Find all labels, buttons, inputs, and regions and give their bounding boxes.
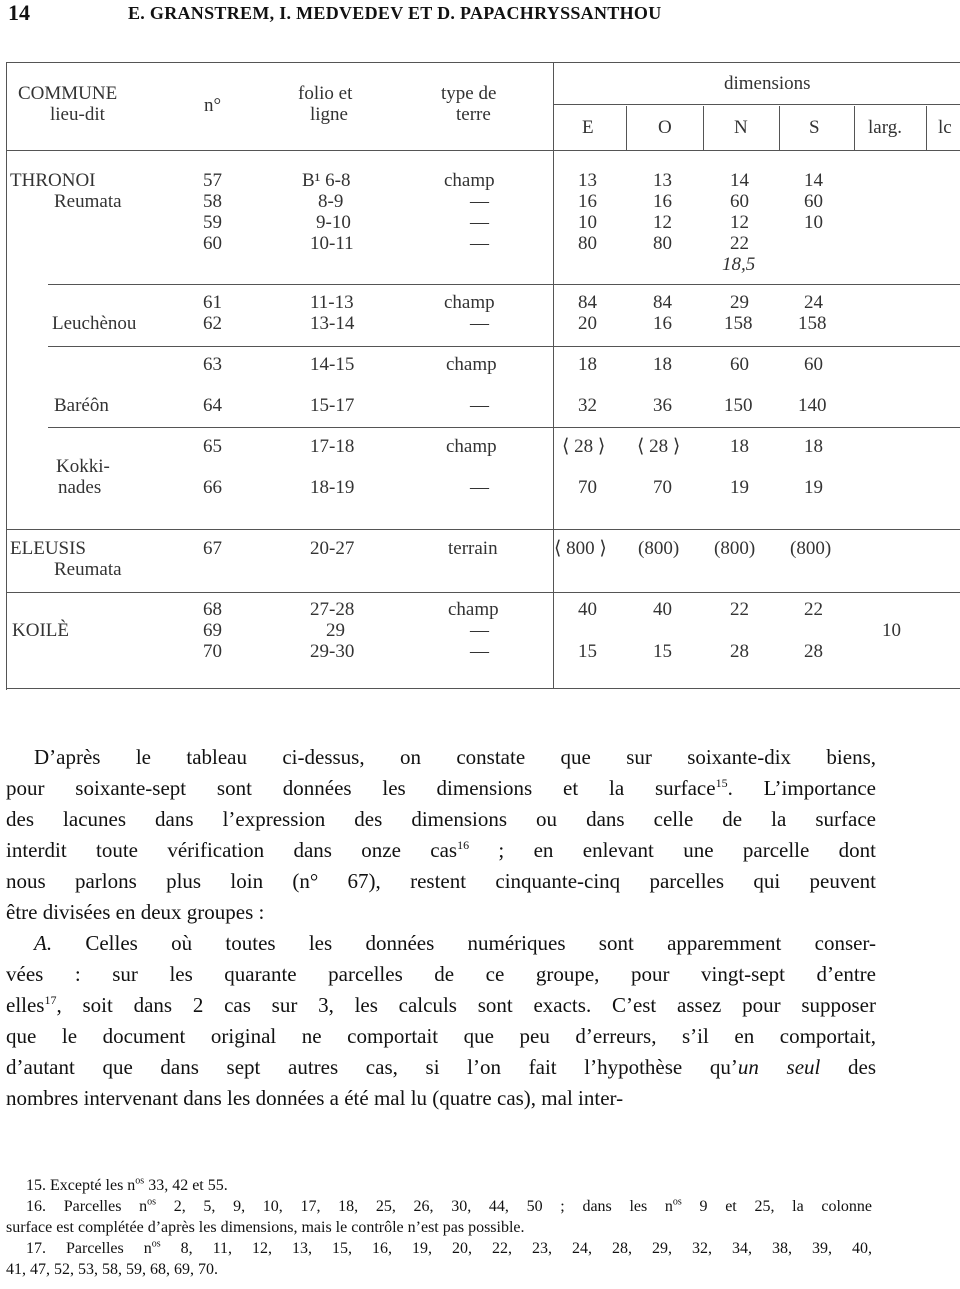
table-cell: 66: [203, 477, 222, 498]
lieu-kokkinades-2: nades: [58, 477, 102, 498]
table-cell: ⟨ 28 ⟩: [562, 436, 606, 457]
table-cell: 64: [203, 395, 222, 416]
lieu-kokkinades-1: Kokki-: [56, 456, 110, 477]
table-cell: 29-30: [310, 641, 355, 662]
table-cell: 24: [804, 292, 823, 313]
table-cell: 10: [578, 212, 597, 233]
text-line: pour soixante-sept sont données les dimensions et la surface$^{15}$. L’importance: [6, 776, 876, 800]
table-cell: 20: [578, 313, 597, 334]
table-cell: 63: [203, 354, 222, 375]
header-lieu-dit: lieu-dit: [50, 104, 105, 125]
header-n: N: [734, 117, 748, 138]
table-cell: 60: [203, 233, 222, 254]
footnote-15: 15. Excepté les $n^{os}$ 33, 42 et 55.: [26, 1175, 228, 1194]
table-cell: —: [470, 313, 489, 334]
table-cell: B¹ 6-8: [302, 170, 351, 191]
table-cell: 32: [578, 395, 597, 416]
table-cell: 27-28: [310, 599, 355, 620]
group-rule-5: [6, 592, 960, 593]
table-cell: ⟨ 28 ⟩: [637, 436, 681, 457]
footnote-ref[interactable]: 17: [44, 993, 57, 1007]
table-cell: 84: [653, 292, 672, 313]
lieu-reumata-eleusis: Reumata: [54, 559, 122, 580]
table-cell: 68: [203, 599, 222, 620]
table-cell: 84: [578, 292, 597, 313]
header-ligne: ligne: [310, 104, 348, 125]
header-e: E: [582, 117, 594, 138]
section-label: A.: [34, 931, 53, 955]
group-rule-1: [48, 284, 960, 285]
group-rule-3: [48, 427, 960, 428]
table-cell: 67: [203, 538, 222, 559]
table-cell: 14: [730, 170, 749, 191]
table-cell: 19: [730, 477, 749, 498]
footnotes: [6, 1175, 872, 1280]
table-cell: 60: [730, 354, 749, 375]
header-bottom-rule: [6, 150, 960, 151]
table-cell: 8-9: [318, 191, 344, 212]
table-cell: 20-27: [310, 538, 355, 559]
body-text: [6, 742, 876, 1114]
header-commune: COMMUNE: [18, 83, 118, 104]
header-larg: larg.: [868, 117, 902, 138]
table-cell: 36: [653, 395, 672, 416]
table-cell: 70: [578, 477, 597, 498]
table-cell: 10: [804, 212, 823, 233]
table-cell: —: [470, 620, 489, 641]
table-top-rule: [6, 62, 960, 63]
table-cell: 16: [653, 313, 672, 334]
dimensions-subheader-rule: [553, 104, 960, 105]
commune-eleusis: ELEUSIS: [10, 538, 86, 559]
header-o: O: [658, 117, 672, 138]
table-cell: 40: [653, 599, 672, 620]
header-terre: terre: [456, 104, 491, 125]
lieu-reumata: Reumata: [54, 191, 122, 212]
text-line: nous parlons plus loin (n° 67), restent cinquante-cinq parcelles qui peuvent: [6, 869, 876, 893]
table-cell: (800): [714, 538, 756, 559]
table-cell: 80: [653, 233, 672, 254]
text-line: elles$^{17}$, soit dans 2 cas sur 3, les calculs sont exacts. C’est assez pour supposer: [6, 993, 876, 1017]
table-cell: champ: [446, 354, 497, 375]
running-head-authors: E. GRANSTREM, I. MEDVEDEV ET D. PAPACHRYSSANTHOU: [128, 3, 662, 23]
table-cell: 22: [804, 599, 823, 620]
table-cell: (800): [638, 538, 680, 559]
larg-lc-divider: [926, 106, 927, 150]
n-s-divider: [779, 106, 780, 150]
table-cell: —: [470, 212, 489, 233]
table-cell: 69: [203, 620, 222, 641]
group-rule-2: [48, 346, 960, 347]
table-cell: 57: [203, 170, 222, 191]
footnote-17-cont: 41, 47, 52, 53, 58, 59, 68, 69, 70.: [6, 1261, 218, 1278]
text-line: D’après le tableau ci-dessus, on constate que sur soixante-dix biens,: [34, 745, 876, 769]
table-cell: 40: [578, 599, 597, 620]
text-line: interdit toute vérification dans onze cas$^{16}$ ; en enlevant une parcelle dont: [6, 838, 876, 862]
table-cell: —: [470, 641, 489, 662]
table-cell: 62: [203, 313, 222, 334]
table-cell: 19: [804, 477, 823, 498]
header-dimensions: dimensions: [724, 73, 811, 94]
table-cell: 18,5: [722, 254, 756, 275]
footnote-ref[interactable]: 16: [457, 838, 470, 852]
table-cell: 58: [203, 191, 222, 212]
page-number: 14: [8, 0, 30, 25]
o-n-divider: [703, 106, 704, 150]
table-cell: 22: [730, 233, 749, 254]
table-cell: 29: [730, 292, 749, 313]
footnote-ref[interactable]: 15: [715, 776, 728, 790]
text-line: vées : sur les quarante parcelles de ce groupe, pour vingt-sept d’entre: [6, 962, 876, 986]
table-cell: 60: [804, 354, 823, 375]
table-bottom-rule: [6, 688, 960, 689]
page-header: [8, 0, 948, 30]
table-cell: 13-14: [310, 313, 355, 334]
header-no: n°: [204, 95, 222, 116]
table-cell: —: [470, 395, 489, 416]
table-cell: (800): [790, 538, 832, 559]
table-cell: 18: [730, 436, 749, 457]
table-cell: 17-18: [310, 436, 355, 457]
text-line: A. Celles où toutes les données numériques sont apparemment conser-: [34, 931, 876, 955]
table-cell: 11-13: [310, 292, 354, 313]
commune-thronoi: THRONOI: [10, 170, 96, 191]
table-cell: 18-19: [310, 477, 355, 498]
lieu-bareon: Baréôn: [54, 395, 109, 416]
table-cell: 9-10: [316, 212, 351, 233]
header-type: type de: [441, 83, 497, 104]
table-cell: 16: [653, 191, 672, 212]
table-cell: 14-15: [310, 354, 355, 375]
table-cell: 18: [804, 436, 823, 457]
table-cell: 28: [804, 641, 823, 662]
footnote-16: 16. Parcelles $n^{os}$ 2, 5, 9, 10, 17, 18, 25, 26, 30, 44, 50 ; dans les $n^{os}$ 9 et 25, la colonne: [26, 1196, 873, 1215]
table-cell: 15: [653, 641, 672, 662]
table-cell: champ: [444, 170, 495, 191]
table-cell: 158: [798, 313, 827, 334]
table-cell: 12: [653, 212, 672, 233]
table-cell: 28: [730, 641, 749, 662]
table-cell: terrain: [448, 538, 498, 559]
table-cell: 18: [578, 354, 597, 375]
table-cell: 15: [578, 641, 597, 662]
dimensions-left-rule: [553, 62, 554, 688]
table-cell: champ: [446, 436, 497, 457]
table-cell: 61: [203, 292, 222, 313]
table-cell: 13: [578, 170, 597, 191]
header-s: S: [809, 117, 820, 138]
lieu-leuchenou: Leuchènou: [52, 313, 137, 334]
group-rule-4: [6, 529, 960, 530]
s-larg-divider: [854, 106, 855, 150]
header-lc: lc: [938, 117, 952, 138]
table-cell: 18: [653, 354, 672, 375]
table-cell: 22: [730, 599, 749, 620]
e-o-divider: [626, 106, 627, 150]
commune-koile: KOILÈ: [12, 620, 69, 641]
table-cell: 10: [882, 620, 901, 641]
text-line: nombres intervenant dans les données a été mal lu (quatre cas), mal inter-: [6, 1086, 624, 1110]
table-cell: 70: [653, 477, 672, 498]
footnote-17: 17. Parcelles $n^{os}$ 8, 11, 12, 13, 15, 16, 19, 20, 22, 23, 24, 28, 29, 32, 34, 38, 39, 40,: [26, 1238, 873, 1257]
table-cell: 150: [724, 395, 753, 416]
table-cell: 80: [578, 233, 597, 254]
table-cell: —: [470, 477, 489, 498]
table-cell: 16: [578, 191, 597, 212]
text-line: des lacunes dans l’expression des dimensions ou dans celle de la surface: [6, 807, 876, 831]
table-cell: 70: [203, 641, 222, 662]
table-cell: 13: [653, 170, 672, 191]
table-cell: 60: [804, 191, 823, 212]
header-folio: folio et: [298, 83, 353, 104]
table-cell: 158: [724, 313, 753, 334]
table-cell: 15-17: [310, 395, 355, 416]
table-cell: 12: [730, 212, 749, 233]
table-cell: 60: [730, 191, 749, 212]
table-cell: 140: [798, 395, 827, 416]
table-cell: —: [470, 191, 489, 212]
parcel-dimensions-table: [6, 62, 960, 690]
table-cell: 29: [326, 620, 345, 641]
text-line: d’autant que dans sept autres cas, si l’on fait l’hypothèse qu’un seul des: [6, 1055, 877, 1079]
table-cell: champ: [448, 599, 499, 620]
table-cell: 10-11: [310, 233, 354, 254]
table-cell: ⟨ 800 ⟩: [554, 538, 607, 559]
table-cell: 14: [804, 170, 823, 191]
table-cell: 65: [203, 436, 222, 457]
italic-emphasis: un seul: [737, 1055, 821, 1079]
table-cell: —: [470, 233, 489, 254]
footnote-16-cont: surface est complétée d’après les dimensions, mais le contrôle n’est pas possible.: [6, 1219, 525, 1236]
text-line: être divisées en deux groupes :: [6, 900, 265, 924]
text-line: que le document original ne comportait que peu d’erreurs, s’il en comportait,: [6, 1024, 876, 1048]
table-cell: champ: [444, 292, 495, 313]
table-cell: 59: [203, 212, 222, 233]
table-left-rule: [6, 62, 7, 690]
